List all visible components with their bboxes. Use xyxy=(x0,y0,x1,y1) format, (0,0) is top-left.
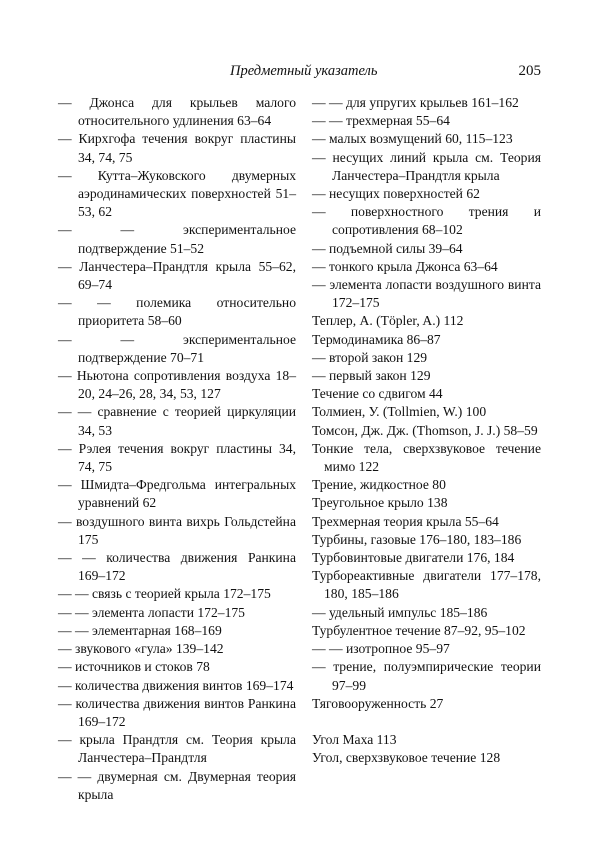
index-entry: Турбореактивные двигатели 177–178, 180, 185–186 xyxy=(312,568,541,602)
index-entry: Турбины, газовые 176–180, 183–186 xyxy=(312,531,522,547)
index-entry: — — изотропное 95–97 xyxy=(312,641,450,657)
index-entry: — количества движения винтов 169–174 xyxy=(58,677,294,693)
index-entry: — звукового «гула» 139–142 xyxy=(58,641,224,657)
index-entry: — Рэлея течения вокруг пластины 34, 74, 75 xyxy=(58,440,296,475)
index-entry: — Ньютона сопротивления воздуха 18–20, 24–26, 28, 34, 53, 127 xyxy=(58,368,296,402)
index-entry: — Джонса для крыльев малого относительного удлинения 63–64 xyxy=(58,95,296,129)
index-entry: Течение со сдвигом 44 xyxy=(312,386,443,402)
index-entry: — Кирхгофа течения вокруг пластины 34, 74, 75 xyxy=(58,131,296,165)
index-entry: — — для упругих крыльев 161–162 xyxy=(312,95,519,110)
index-entry: Трение, жидкостное 80 xyxy=(312,477,446,493)
index-entry: — — двумерная см. Двумерная теория крыла xyxy=(58,768,296,802)
index-entry: Толмиен, У. (Tollmien, W.) 100 xyxy=(312,404,487,420)
page-number: 205 xyxy=(518,63,541,79)
index-entry: Термодинамика 86–87 xyxy=(312,331,441,347)
index-entry: — — трехмерная 55–64 xyxy=(312,113,450,129)
index-entry: Угол, сверхзвуковое течение 128 xyxy=(312,750,501,766)
index-column-right xyxy=(312,94,541,768)
index-entry: — — сравнение с теорией циркуляции 34, 53 xyxy=(58,404,296,438)
index-entry: Теплер, А. (Töpler, A.) 112 xyxy=(312,313,464,329)
index-entry: — Ланчестера–Прандтля крыла 55–62, 69–74 xyxy=(58,258,296,293)
index-entry: Треугольное крыло 138 xyxy=(312,495,448,511)
index-entry: — малых возмущений 60, 115–123 xyxy=(312,131,513,147)
index-entry: Трехмерная теория крыла 55–64 xyxy=(312,513,499,529)
index-entry: — поверхностного трения и сопротивления 68–102 xyxy=(312,204,541,238)
index-entry: — Кутта–Жуковского двумерных аэродинамических поверхностей 51–53, 62 xyxy=(58,167,296,220)
index-entry: — первый закон 129 xyxy=(312,368,431,384)
index-entry: — количества движения винтов Ранкина 169–172 xyxy=(58,695,296,729)
index-entry: — второй закон 129 xyxy=(312,349,428,365)
index-entry: — крыла Прандтля см. Теория крыла Ланчестера–Прандтля xyxy=(58,732,296,766)
running-header xyxy=(58,63,541,83)
index-entry: — удельный импульс 185–186 xyxy=(312,604,488,620)
index-entry: — — связь с теорией крыла 172–175 xyxy=(58,586,271,602)
index-entry: — подъемной силы 39–64 xyxy=(312,240,463,256)
index-entry: — трение, полуэмпирические теории 97–99 xyxy=(312,659,541,693)
index-entry: — источников и стоков 78 xyxy=(58,659,210,675)
index-entry: — — экспериментальное подтверждение 70–71 xyxy=(58,331,296,365)
index-entry: — — элемента лопасти 172–175 xyxy=(58,604,245,620)
index-entry: — — количества движения Ранкина 169–172 xyxy=(58,550,296,584)
index-entry: — несущих поверхностей 62 xyxy=(312,186,480,202)
index-entry: — Шмидта–Фредгольма интегральных уравнений 62 xyxy=(58,477,296,511)
index-entry: — элемента лопасти воздушного винта 172–175 xyxy=(312,277,541,311)
index-entry: — — полемика относительно приоритета 58–60 xyxy=(58,295,296,329)
index-group-gap xyxy=(312,713,541,731)
index-entry: Турбовинтовые двигатели 176, 184 xyxy=(312,550,515,566)
index-entry: Томсон, Дж. Дж. (Thomson, J. J.) 58–59 xyxy=(312,422,538,438)
index-entry: — несущих линий крыла см. Теория Ланчестера–Прандтля крыла xyxy=(312,149,541,183)
index-entry: Тяговооруженность 27 xyxy=(312,695,444,711)
index-entry: — тонкого крыла Джонса 63–64 xyxy=(312,258,498,274)
index-entry: Угол Маха 113 xyxy=(312,732,397,748)
index-entry: — — экспериментальное подтверждение 51–52 xyxy=(58,222,296,256)
index-column-left xyxy=(58,94,296,804)
index-entry: Турбулентное течение 87–92, 95–102 xyxy=(312,622,526,638)
index-entry: Тонкие тела, сверхзвуковое течение мимо 122 xyxy=(312,440,541,475)
index-entry: — воздушного винта вихрь Гольдстейна 175 xyxy=(58,513,296,547)
running-title: Предметный указатель xyxy=(230,63,378,79)
index-entry: — — элементарная 168–169 xyxy=(58,622,222,638)
